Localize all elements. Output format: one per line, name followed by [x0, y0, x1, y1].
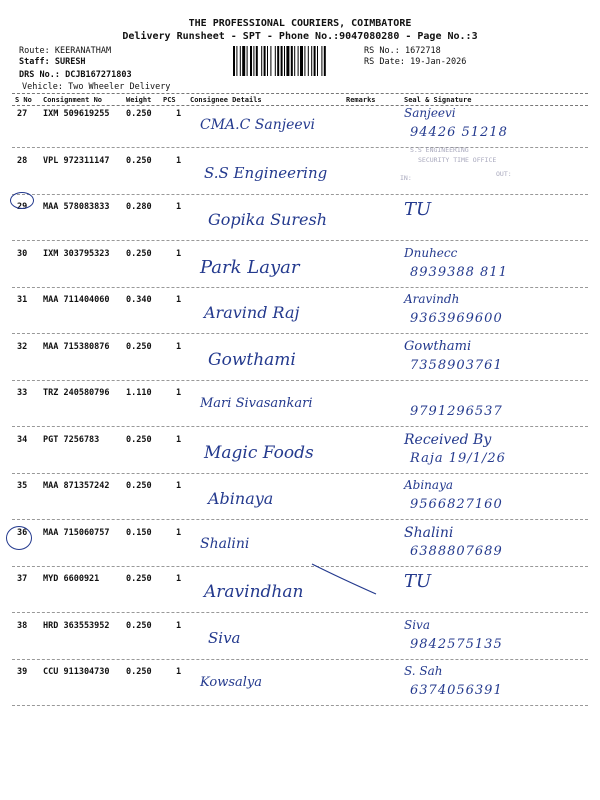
rs-no-value: 1672718: [404, 46, 441, 56]
drs-value: DCJB167271803: [65, 70, 132, 80]
row-serial-no: 29: [17, 202, 28, 212]
barcode-bar: [256, 46, 258, 76]
row-consignee-handwritten: Mari Sivasankari: [200, 396, 313, 411]
stamp-line-1: S.S ENGINEERING: [410, 146, 469, 154]
row-signature-phone: 9842575135: [410, 637, 503, 652]
row-consignment-no: IXM 303795323: [43, 249, 110, 259]
barcode-bar: [281, 46, 283, 76]
row-weight: 0.250: [126, 435, 152, 445]
row-signature-phone: 9566827160: [410, 497, 503, 512]
staff-label: Staff:: [19, 57, 50, 67]
row-consignment-no: IXM 509619255: [43, 109, 110, 119]
row-weight: 0.250: [126, 667, 152, 677]
row-serial-no: 36: [17, 528, 28, 538]
rs-no-line: [364, 46, 441, 56]
row-signature: Abinaya: [404, 478, 454, 492]
barcode-bar: [294, 46, 295, 76]
row-consignment-no: MAA 711404060: [43, 295, 110, 305]
row-signature-phone: 8939388 811: [410, 265, 508, 280]
barcode-bar: [242, 46, 245, 76]
barcode-bar: [298, 46, 299, 76]
barcode-bar: [317, 46, 318, 76]
col-consignment: Consignment No: [43, 96, 103, 104]
row-serial-no: 30: [17, 249, 28, 259]
row-consignment-no: MYD 6600921: [43, 574, 100, 584]
col-remarks: Remarks: [346, 96, 376, 104]
row-consignee-handwritten: Siva: [208, 629, 241, 647]
rs-date-value: 19-Jan-2026: [410, 57, 467, 67]
runsheet-subtitle: Delivery Runsheet - SPT - Phone No.:9047080280 - Page No.:3: [122, 31, 478, 42]
row-consignee-handwritten: Kowsalya: [200, 675, 262, 690]
row-pcs: 1: [176, 528, 182, 538]
row-signature: TU: [404, 199, 432, 220]
row-signature-phone: 7358903761: [410, 358, 503, 373]
pen-stroke: [310, 560, 380, 600]
col-weight: Weight: [126, 96, 152, 104]
row-signature: S. Sah: [404, 664, 443, 678]
row-divider: [12, 566, 588, 567]
row-consignee-handwritten: Aravind Raj: [204, 303, 300, 322]
barcode-bar: [314, 46, 316, 76]
row-pcs: 1: [176, 481, 182, 491]
col-seal-signature: Seal & Signature: [404, 96, 472, 104]
row-consignment-no: HRD 363553952: [43, 621, 110, 631]
row-consignment-no: MAA 715060757: [43, 528, 110, 538]
barcode-bar: [286, 46, 289, 76]
stamp-out: OUT:: [496, 170, 512, 178]
row-serial-no: 38: [17, 621, 28, 631]
row-weight: 0.280: [126, 202, 152, 212]
row-serial-no: 31: [17, 295, 28, 305]
drs-label: DRS No.:: [19, 70, 60, 80]
col-sno: S No: [15, 96, 32, 104]
row-weight: 0.250: [126, 342, 152, 352]
barcode-bar: [270, 46, 271, 76]
row-consignee-handwritten: Park Layar: [200, 257, 300, 278]
row-consignee-handwritten: S.S Engineering: [204, 164, 328, 182]
row-pcs: 1: [176, 249, 182, 259]
barcode-bar: [236, 46, 237, 76]
row-pcs: 1: [176, 667, 182, 677]
row-divider: [12, 240, 588, 241]
barcode-bar: [253, 46, 254, 76]
row-signature: Shalini: [404, 525, 454, 541]
row-weight: 0.250: [126, 109, 152, 119]
row-consignee-handwritten: Shalini: [200, 536, 250, 552]
staff-line: [19, 57, 86, 67]
row-consignment-no: TRZ 240580796: [43, 388, 110, 398]
barcode-bar: [308, 46, 309, 76]
header-bottom-rule: [12, 105, 588, 106]
row-divider: [12, 380, 588, 381]
row-consignment-no: MAA 715380876: [43, 342, 110, 352]
barcode: [233, 46, 360, 76]
row-serial-no: 33: [17, 388, 28, 398]
barcode-bar: [250, 46, 252, 76]
barcode-bar: [247, 46, 248, 76]
barcode-bar: [240, 46, 241, 76]
circle-mark-37: [6, 526, 32, 550]
row-divider: [12, 659, 588, 660]
rs-date-line: [364, 57, 466, 67]
route-line: [19, 46, 111, 56]
row-signature-phone: 6388807689: [410, 544, 503, 559]
barcode-bar: [267, 46, 268, 76]
row-consignment-no: VPL 972311147: [43, 156, 110, 166]
security-stamp: [400, 146, 550, 196]
barcode-bar: [233, 46, 235, 76]
row-weight: 0.150: [126, 528, 152, 538]
row-consignment-no: PGT 7256783: [43, 435, 100, 445]
row-pcs: 1: [176, 388, 182, 398]
row-consignee-handwritten: Magic Foods: [204, 443, 314, 463]
row-consignment-no: MAA 871357242: [43, 481, 110, 491]
row-consignee-handwritten: Aravindhan: [204, 582, 304, 602]
vehicle-line: [22, 82, 170, 92]
row-weight: 0.250: [126, 481, 152, 491]
row-weight: 0.250: [126, 156, 152, 166]
row-pcs: 1: [176, 156, 182, 166]
rs-no-label: RS No.:: [364, 46, 400, 56]
row-divider: [12, 287, 588, 288]
barcode-bar: [324, 46, 326, 76]
stamp-in: IN:: [400, 174, 412, 182]
row-consignment-no: CCU 911304730: [43, 667, 110, 677]
row-pcs: 1: [176, 621, 182, 631]
header-top-rule: [12, 93, 588, 94]
row-signature-phone: 9363969600: [410, 311, 503, 326]
barcode-bar: [300, 46, 303, 76]
row-serial-no: 28: [17, 156, 28, 166]
col-pcs: PCS: [163, 96, 176, 104]
company-name: THE PROFESSIONAL COURIERS, COIMBATORE: [188, 18, 412, 29]
col-consignee: Consignee Details: [190, 96, 262, 104]
vehicle-value: Two Wheeler Delivery: [68, 82, 171, 92]
row-signature-phone: 94426 51218: [410, 125, 508, 140]
row-weight: 1.110: [126, 388, 152, 398]
row-weight: 0.250: [126, 621, 152, 631]
row-pcs: 1: [176, 435, 182, 445]
row-signature: Sanjeevi: [404, 106, 456, 120]
row-weight: 0.340: [126, 295, 152, 305]
row-pcs: 1: [176, 109, 182, 119]
drs-line: [19, 70, 132, 80]
row-divider: [12, 519, 588, 520]
barcode-bar: [284, 46, 285, 76]
route-value: KEERANATHAM: [54, 46, 112, 56]
barcode-bar: [264, 46, 266, 76]
row-serial-no: 37: [17, 574, 28, 584]
barcode-bar: [261, 46, 262, 76]
row-consignment-no: MAA 578083833: [43, 202, 110, 212]
barcode-bar: [321, 46, 322, 76]
row-consignee-handwritten: Gowthami: [208, 350, 296, 370]
circle-mark-29: [10, 192, 34, 209]
row-consignee-handwritten: Gopika Suresh: [208, 210, 327, 229]
row-serial-no: 39: [17, 667, 28, 677]
row-divider: [12, 705, 588, 706]
row-weight: 0.250: [126, 574, 152, 584]
row-serial-no: 27: [17, 109, 28, 119]
row-serial-no: 34: [17, 435, 28, 445]
barcode-bar: [291, 46, 293, 76]
row-consignee-handwritten: Abinaya: [208, 489, 274, 508]
row-pcs: 1: [176, 342, 182, 352]
route-label: Route:: [19, 46, 50, 56]
row-pcs: 1: [176, 295, 182, 305]
row-signature: Dnuhecc: [404, 246, 458, 260]
row-divider: [12, 473, 588, 474]
barcode-bar: [277, 46, 279, 76]
row-signature-phone: 9791296537: [410, 404, 503, 419]
staff-value: SURESH: [54, 57, 86, 67]
row-serial-no: 32: [17, 342, 28, 352]
row-signature-phone: Raja 19/1/26: [410, 451, 506, 466]
barcode-bar: [275, 46, 276, 76]
row-signature: Siva: [404, 618, 430, 632]
row-signature: Gowthami: [404, 339, 472, 354]
row-weight: 0.250: [126, 249, 152, 259]
row-divider: [12, 612, 588, 613]
rs-date-label: RS Date:: [364, 57, 405, 67]
stamp-line-2: SECURITY TIME OFFICE: [418, 156, 497, 164]
vehicle-label: Vehicle:: [22, 82, 63, 92]
row-signature: Received By: [404, 432, 492, 448]
row-serial-no: 35: [17, 481, 28, 491]
row-pcs: 1: [176, 202, 182, 212]
row-divider: [12, 333, 588, 334]
row-signature: TU: [404, 571, 432, 592]
row-signature: Aravindh: [404, 292, 460, 306]
barcode-bar: [304, 46, 305, 76]
row-consignee-handwritten: CMA.C Sanjeevi: [200, 117, 316, 133]
row-pcs: 1: [176, 574, 182, 584]
row-signature-phone: 6374056391: [410, 683, 503, 698]
barcode-bar: [311, 46, 312, 76]
row-divider: [12, 426, 588, 427]
